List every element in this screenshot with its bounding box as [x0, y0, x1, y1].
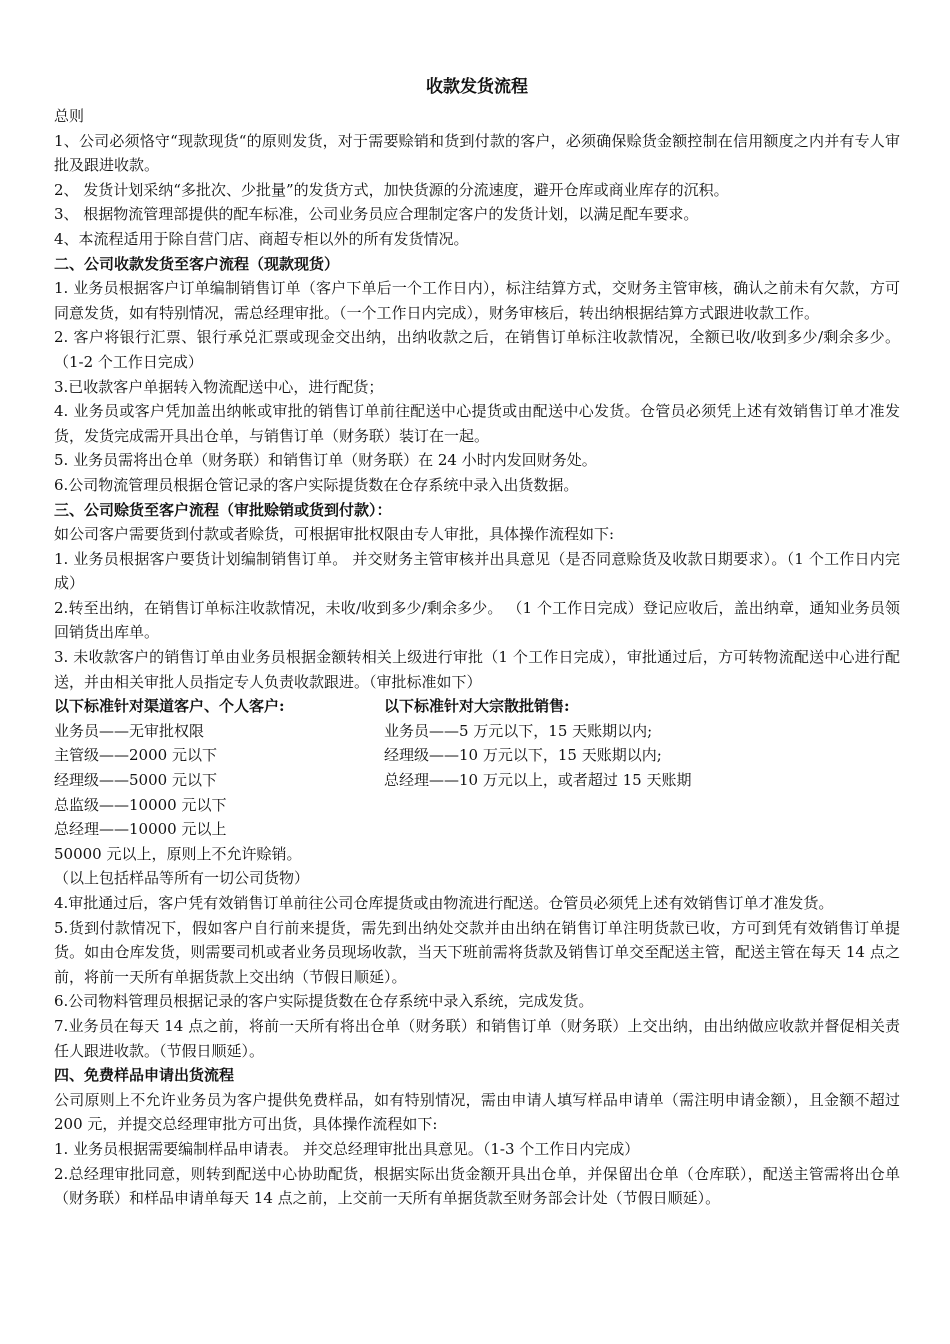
channel-standard-note: （以上包括样品等所有一切公司货物） — [54, 869, 310, 888]
general-item: 3、 根据物流管理部提供的配车标准，公司业务员应合理制定客户的发货计划，以满足配车要求。 — [54, 205, 699, 224]
bulk-standard: 总经理——10 万元以上，或者超过 15 天账期 — [384, 771, 692, 790]
section2-item: 1. 业务员根据客户订单编制销售订单（客户下单后一个工作日内），标注结算方式，交财务主管审核，确认之前未有欠款，方可同意发货，如有特别情况，需总经理审批。（一个工作日内完成），财务审核后，转出纳根据结算方式跟进收款工作。 — [54, 279, 900, 322]
section2-item: 5. 业务员需将出仓单（财务联）和销售订单（财务联）在 24 小时内发回财务处。 — [54, 451, 597, 470]
general-item: 2、 发货计划采纳“多批次、少批量”的发货方式，加快货源的分流速度，避开仓库或商业库存的沉积。 — [54, 180, 729, 199]
section2-heading: 二、公司收款发货至客户流程（现款现货） — [54, 254, 340, 273]
section3-item: 5.货到付款情况下，假如客户自行前来提货，需先到出纳处交款并由出纳在销售订单注明货款已收，方可到凭有效销售订单提货。如由仓库发货，则需要司机或者业务员现场收款，当天下班前需将货款及销售订单交至配送主管，配送主管在每天 14 点之前，将前一天所有单据货款上交出纳（节假日顺延）。 — [54, 918, 900, 986]
section4-item: 2.总经理审批同意，则转到配送中心协助配货，根据实际出货金额开具出仓单，并保留出仓单（仓库联），配送主管需将出仓单（财务联）和样品申请单每天 14 点之前，上交前一天所有单据货款至财务部会计处（节假日顺延）。 — [54, 1164, 900, 1208]
section2-item: 2. 客户将银行汇票、银行承兑汇票或现金交出纳，出纳收款之后，在销售订单标注收款情况，全额已收/收到多少/剩余多少。 （1-2 个工作日完成） — [54, 328, 900, 371]
document-title: 收款发货流程 — [426, 77, 528, 97]
approval-standards-row — [54, 768, 900, 793]
channel-standard: 经理级——5000 元以下 — [54, 771, 217, 790]
section2-item: 6.公司物流管理员根据仓管记录的客户实际提货数在仓存系统中录入出货数据。 — [54, 475, 579, 494]
section2-item: 4. 业务员或客户凭加盖出纳帐或审批的销售订单前往配送中心提货或由配送中心发货。仓管员必须凭上述有效销售订单才准发货，发货完成需开具出仓单，与销售订单（财务联）装订在一起。 — [54, 402, 900, 445]
channel-standard: 50000 元以上，原则上不允许赊销。 — [54, 844, 302, 863]
section2-item: 3.已收款客户单据转入物流配送中心，进行配货； — [54, 377, 384, 396]
general-heading: 总则 — [54, 107, 85, 125]
approval-standards-row — [54, 743, 900, 768]
bulk-standard: 经理级——10 万元以下，15 天账期以内; — [384, 746, 662, 765]
bulk-standard: 业务员——5 万元以下，15 天账期以内; — [384, 721, 653, 740]
channel-standard: 业务员——无审批权限 — [54, 721, 205, 740]
section3-intro: 如公司客户需要货到付款或者赊货，可根据审批权限由专人审批，具体操作流程如下: — [54, 525, 615, 544]
section3-item: 7.业务员在每天 14 点之前，将前一天所有将出仓单（财务联）和销售订单（财务联）上交出纳，由出纳做应收款并督促相关责任人跟进收款。（节假日顺延）。 — [54, 1016, 900, 1060]
general-item: 4、本流程适用于除自营门店、商超专柜以外的所有发货情况。 — [54, 229, 469, 248]
section3-item: 1. 业务员根据客户要货计划编制销售订单。 并交财务主管审核并出具意见（是否同意赊货及收款日期要求）。（1 个工作日内完成） — [54, 549, 900, 593]
section3-item: 3. 未收款客户的销售订单由业务员根据金额转相关上级进行审批（1 个工作日完成），审批通过后，方可转物流配送中心进行配送，并由相关审批人员指定专人负责收款跟进。（审批标准如下） — [54, 648, 900, 691]
section4-intro: 公司原则上不允许业务员为客户提供免费样品，如有特别情况，需由申请人填写样品申请单（需注明申请金额），且金额不超过 200 元，并提交总经理审批方可出货，具体操作流程如下: — [54, 1090, 900, 1134]
section3-item: 6.公司物料管理员根据记录的客户实际提货数在仓存系统中录入系统，完成发货。 — [54, 992, 594, 1011]
channel-standard: 主管级——2000 元以下 — [54, 746, 217, 765]
general-item: 1、公司必须恪守“现款现货“的原则发货，对于需要赊销和货到付款的客户，必须确保赊货金额控制在信用额度之内并有专人审批及跟进收款。 — [54, 131, 900, 175]
approval-standards-headings — [54, 694, 900, 719]
section4-item: 1. 业务员根据需要编制样品申请表。 并交总经理审批出具意见。（1-3 个工作日内完成） — [54, 1139, 640, 1158]
channel-standard: 总经理——10000 元以上 — [54, 820, 227, 839]
approval-standards-row — [54, 719, 900, 744]
channel-standards-heading: 以下标准针对渠道客户、个人客户: — [54, 697, 285, 716]
section3-item: 4.审批通过后，客户凭有效销售订单前往公司仓库提货或由物流进行配送。仓管员必须凭上述有效销售订单才准发货。 — [54, 894, 834, 912]
section3-item: 2.转至出纳，在销售订单标注收款情况，未收/收到多少/剩余多少。 （1 个工作日完成）登记应收后，盖出纳章，通知业务员领回销货出库单。 — [54, 598, 900, 642]
section4-heading: 四、免费样品申请出货流程 — [54, 1066, 235, 1085]
bulk-standards-heading: 以下标准针对大宗散批销售: — [384, 697, 570, 716]
section3-heading: 三、公司赊货至客户流程（审批赊销或货到付款）： — [54, 500, 392, 519]
document-page — [54, 72, 900, 1211]
channel-standard: 总监级——10000 元以下 — [54, 795, 227, 814]
